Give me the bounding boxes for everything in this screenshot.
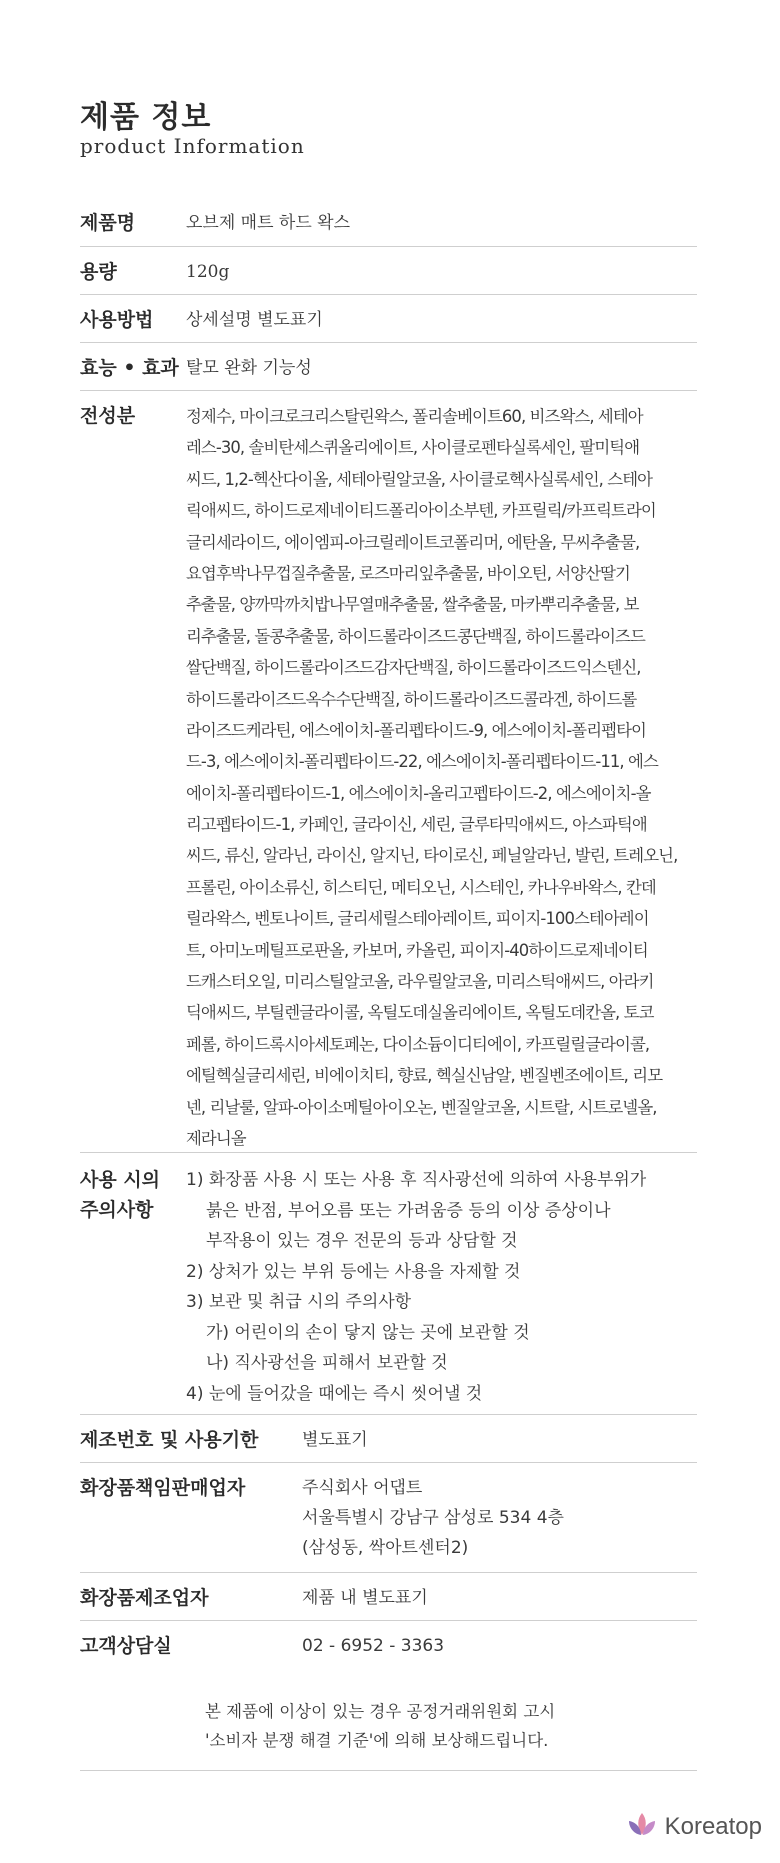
ingredients-line: 제라니올	[186, 1128, 246, 1148]
ingredients-line: 프롤린, 아이소류신, 히스티딘, 메티오닌, 시스테인, 카나우바왁스, 칸데	[186, 877, 656, 897]
ingredients-line: 라이즈드케라틴, 에스에이치-폴리펩타이드-9, 에스에이치-폴리펩타이	[186, 720, 646, 740]
ingredients-label: 전성분	[80, 405, 136, 427]
maker-label: 화장품제조업자	[80, 1587, 209, 1609]
caution-line: 1) 화장품 사용 시 또는 사용 후 직사광선에 의하여 사용부위가	[186, 1170, 647, 1190]
seller-company: 주식회사 어댑트	[302, 1478, 423, 1498]
usage-value: 상세설명 별도표기	[186, 310, 323, 330]
ingredients-line: 추출물, 양까막까치밥나무열매추출물, 쌀추출물, 마카뿌리추출물, 보	[186, 595, 639, 615]
volume-label: 용량	[80, 261, 117, 283]
seller-address-detail: (삼성동, 싹아트센터2)	[302, 1538, 469, 1558]
ingredients-line: 딕애씨드, 부틸렌글라이콜, 옥틸도데실올리에이트, 옥틸도데칸올, 토코	[186, 1003, 654, 1023]
info-row-usage	[80, 295, 697, 343]
product-name-label: 제품명	[80, 212, 136, 234]
seller-address: 서울특별시 강남구 삼성로 534 4층	[302, 1508, 564, 1528]
caution-line: 부작용이 있는 경우 전문의 등과 상담할 것	[206, 1231, 518, 1251]
info-row-volume	[80, 247, 697, 295]
ingredients-line: 씨드, 류신, 알라닌, 라이신, 알지닌, 타이로신, 페닐알라닌, 발린, 트레오닌,	[186, 846, 678, 866]
notice-line-1: 본 제품에 이상이 있는 경우 공정거래위원회 고시	[205, 1702, 556, 1721]
ingredients-line: 에틸헥실글리세린, 비에이치티, 향료, 헥실신남알, 벤질벤조에이트, 리모	[186, 1066, 663, 1086]
ingredients-line: 릴라왁스, 벤토나이트, 글리세릴스테아레이트, 피이지-100스테아레이	[186, 909, 649, 929]
ingredients-list	[186, 401, 701, 1154]
info-row-seller	[80, 1463, 697, 1573]
caution-line: 나) 직사광선을 피해서 보관할 것	[206, 1353, 448, 1373]
volume-value: 120g	[186, 262, 230, 282]
info-row-lot	[80, 1415, 697, 1463]
caution-line: 2) 상처가 있는 부위 등에는 사용을 자제할 것	[186, 1261, 521, 1282]
maker-value: 제품 내 별도표기	[302, 1588, 428, 1608]
info-row-caution	[80, 1153, 697, 1415]
ingredients-line: 릭애씨드, 하이드로제네이티드폴리아이소부텐, 카프릴릭/카프릭트라이	[186, 501, 656, 521]
page-subtitle: product Information	[80, 134, 305, 158]
ingredients-line: 글리세라이드, 에이엠피-아크릴레이트코폴리머, 에탄올, 무씨추출물,	[186, 532, 640, 552]
product-name-value: 오브제 매트 하드 왁스	[186, 213, 351, 233]
ingredients-line: 정제수, 마이크로크리스탈린왁스, 폴리솔베이트60, 비즈왁스, 세테아	[186, 407, 643, 426]
support-label: 고객상담실	[80, 1635, 172, 1657]
ingredients-line: 요엽후박나무껍질추출물, 로즈마리잎추출물, 바이오틴, 서양산딸기	[186, 563, 630, 583]
ingredients-line: 씨드, 1,2-헥산다이올, 세테아릴알코올, 사이클로헥사실록세인, 스테아	[186, 469, 653, 489]
ingredients-line: 드캐스터오일, 미리스틸알코올, 라우릴알코올, 미리스틱애씨드, 아라키	[186, 972, 654, 992]
caution-label-line1: 사용 시의	[80, 1169, 161, 1191]
ingredients-line: 넨, 리날룰, 알파-아이소메틸아이오논, 벤질알코올, 시트랄, 시트로넬올,	[186, 1097, 657, 1117]
ingredients-line: 쌀단백질, 하이드롤라이즈드감자단백질, 하이드롤라이즈드익스텐신,	[186, 658, 641, 678]
lot-label: 제조번호 및 사용기한	[80, 1429, 259, 1451]
info-row-effect	[80, 343, 697, 391]
info-row-maker	[80, 1573, 697, 1621]
caution-list	[186, 1165, 701, 1409]
ingredients-line: 드-3, 에스에이치-폴리펩타이드-22, 에스에이치-폴리펩타이드-11, 에스	[186, 752, 658, 772]
info-row-support	[80, 1621, 697, 1671]
ingredients-line: 트, 아미노메틸프로판올, 카보머, 카올린, 피이지-40하이드로제네이티	[186, 940, 648, 960]
ingredients-line: 레스-30, 솔비탄세스퀴올리에이트, 사이클로펜타실록세인, 팔미틱애	[186, 438, 640, 458]
notice-line-2: '소비자 분쟁 해결 기준'에 의해 보상해드립니다.	[205, 1731, 549, 1750]
effect-value: 탈모 완화 기능성	[186, 358, 312, 378]
ingredients-line: 하이드롤라이즈드옥수수단백질, 하이드롤라이즈드콜라겐, 하이드롤	[186, 689, 637, 709]
effect-label: 효능 • 효과	[80, 357, 179, 379]
ingredients-line: 리고펩타이드-1, 카페인, 글라이신, 세린, 글루타믹애씨드, 아스파틱애	[186, 815, 647, 835]
info-row-ingredients	[80, 391, 697, 1153]
page-title: 제품 정보	[80, 100, 212, 135]
caution-line: 가) 어린이의 손이 닿지 않는 곳에 보관할 것	[206, 1322, 530, 1343]
ingredients-line: 에이치-폴리펩타이드-1, 에스에이치-올리고펩타이드-2, 에스에이치-올	[186, 783, 651, 803]
caution-line: 붉은 반점, 부어오름 또는 가려움증 등의 이상 증상이나	[206, 1200, 611, 1221]
caution-line: 3) 보관 및 취급 시의 주의사항	[186, 1292, 412, 1312]
lotus-icon	[625, 1811, 659, 1843]
support-phone: 02 - 6952 - 3363	[302, 1636, 445, 1656]
usage-label: 사용방법	[80, 309, 154, 331]
caution-line: 4) 눈에 들어갔을 때에는 즉시 씻어낼 것	[186, 1383, 483, 1404]
seller-label: 화장품책임판매업자	[80, 1477, 246, 1499]
brand-logo	[625, 1811, 762, 1843]
ingredients-line: 페롤, 하이드록시아세토페논, 다이소듐이디티에이, 카프릴릴글라이콜,	[186, 1034, 650, 1054]
compensation-notice	[205, 1697, 555, 1755]
caution-label-line2: 주의사항	[80, 1199, 154, 1221]
info-row-product-name	[80, 200, 697, 247]
brand-name: Koreatop	[664, 1813, 762, 1840]
lot-value: 별도표기	[302, 1430, 368, 1450]
ingredients-line: 리추출물, 돌콩추출물, 하이드롤라이즈드콩단백질, 하이드롤라이즈드	[186, 626, 645, 646]
notice-divider	[80, 1770, 697, 1771]
